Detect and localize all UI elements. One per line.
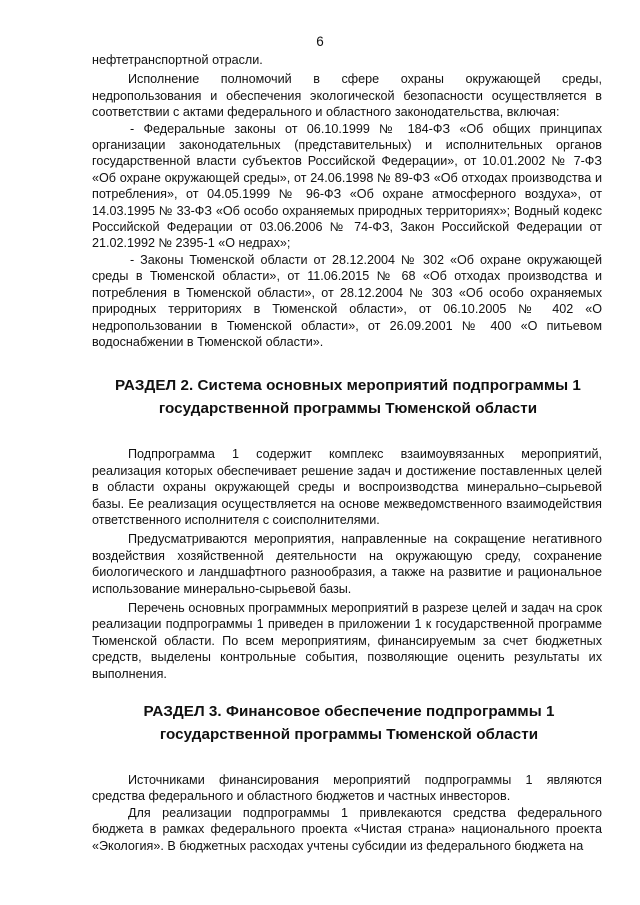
section-3-title-line-2: государственной программы Тюменской области: [159, 726, 539, 743]
section-2-paragraph-1: Подпрограмма 1 содержит комплекс взаимоувязанных мероприятий, реализация которых обеспечивает решение задач и достижение поставленных целей в области охраны окружающей среды и воспроизводства минерально–сырьевой базы. Ее реализация осуществляется на основе межведомственного взаимодействия ответственного исполнителя с соисполнителями.: [92, 447, 602, 527]
continuation-text: нефтетранспортной отрасли.: [92, 53, 263, 67]
document-body: [92, 52, 602, 854]
regional-laws-item: - Законы Тюменской области от 28.12.2004 № 302 «Об охране окружающей среды в Тюменской области», от 11.06.2015 № 68 «Об отходах производства и потребления в Тюменской области», от 28.12.2004 № 303 «Об особо охраняемых природных территориях в Тюменской области», от 06.10.2005 № 402 «О недропользовании в Тюменской области», от 26.09.2001 № 400 «О питьевом водоснабжении в Тюменской области».: [92, 252, 602, 349]
section-2-paragraph-3: Перечень основных программных мероприятий в разрезе целей и задач на срок реализации подпрограммы 1 приведен в приложении 1 к государственной программе Тюменской области. По всем мероприятиям, финансируемым за счет бюджетных средств, выделены контрольные события, позволяющие оценить результаты их выполнения.: [92, 600, 602, 681]
section-3-paragraph-2: Для реализации подпрограммы 1 привлекаются средства федерального бюджета в рамках федерального проекта «Чистая страна» национального проекта «Экология». В бюджетных расходах учтены субсидии из федерального бюджета на: [92, 805, 602, 853]
section-2-title-line-1: РАЗДЕЛ 2. Система основных мероприятий подпрограммы 1: [115, 377, 581, 395]
section-3-heading: [96, 700, 602, 746]
page-number: 6: [316, 34, 324, 49]
section-2-paragraph-2: Предусматриваются мероприятия, направленные на сокращение негативного воздействия хозяйственной деятельности на окружающую среду, сохранение биологического и ландшафтного разнообразия, а также на развитие и рациональное использование минерально-сырьевой базы.: [92, 532, 602, 596]
section-3-title-line-1: РАЗДЕЛ 3. Финансовое обеспечение подпрограммы 1: [143, 703, 555, 720]
section-2-title-line-2: государственной программы Тюменской области: [158, 400, 538, 418]
federal-laws-item: - Федеральные законы от 06.10.1999 № 184-ФЗ «Об общих принципах организации законодательных (представительных) и исполнительных органов государственной власти субъектов Российской Федерации», от 10.01.2002 № 7-ФЗ «Об охране окружающей среды», от 24.06.1998 № 89-ФЗ «Об отходах производства и потребления», от 04.05.1999 № 96-ФЗ «Об охране атмосферного воздуха», от 14.03.1995 № 33-ФЗ «Об особо охраняемых природных территориях»; Водный кодекс Российской Федерации от 03.06.2006 № 74-ФЗ, Закон Российской Федерации от 21.02.1992 № 2395-1 «О недрах»;: [92, 121, 602, 251]
authority-paragraph: Исполнение полномочий в сфере охраны окружающей среды, недропользования и обеспечения экологической безопасности осуществляется в соответствии с актами федерального и областного законодательства, включая:: [92, 72, 602, 120]
section-3-paragraph-1: Источниками финансирования мероприятий подпрограммы 1 являются средства федерального и областного бюджетов и частных инвесторов.: [92, 773, 602, 804]
section-2-heading: [94, 374, 602, 420]
